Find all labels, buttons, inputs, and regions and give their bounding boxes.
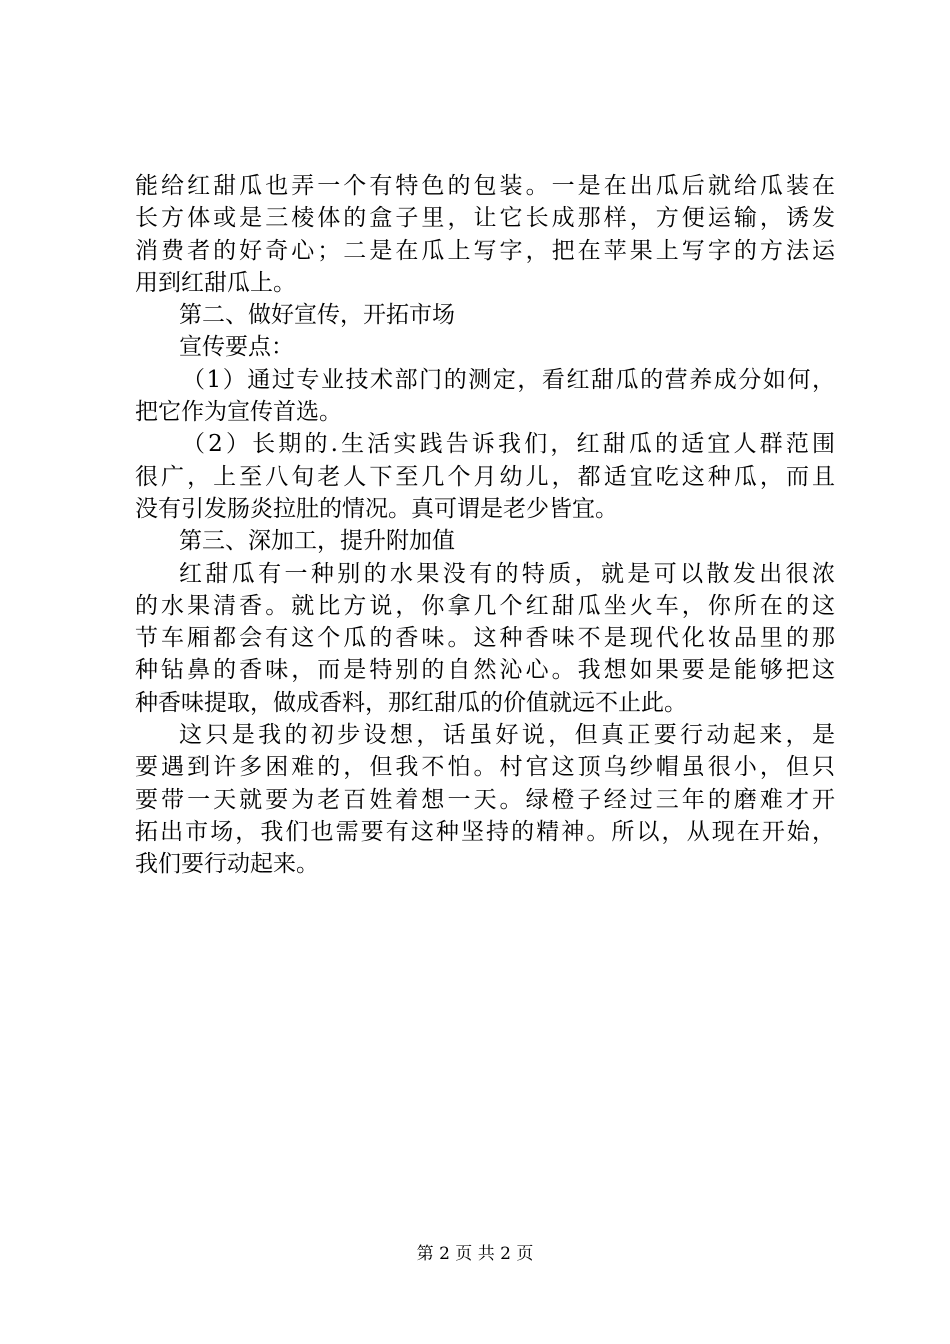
paragraph-line: 节车厢都会有这个瓜的香味。这种香味不是现代化妆品里的那: [135, 625, 835, 652]
paragraph-line: 这只是我的初步设想，话虽好说，但真正要行动起来，是: [179, 722, 835, 749]
section-heading: 第二、做好宣传，开拓市场: [179, 302, 455, 329]
list-item-line: （2）长期的.生活实践告诉我们，红甜瓜的适宜人群范围: [182, 431, 835, 458]
list-item-line: 没有引发肠炎拉肚的情况。真可谓是老少皆宜。: [135, 495, 618, 522]
paragraph-line: 种香味提取，做成香料，那红甜瓜的价值就远不止此。: [135, 689, 687, 716]
paragraph-line: 能给红甜瓜也弄一个有特色的包装。一是在出瓜后就给瓜装在: [135, 173, 835, 199]
paragraph-line: 长方体或是三棱体的盒子里，让它长成那样，方便运输，诱发: [135, 205, 835, 232]
document-body: [135, 170, 835, 881]
paragraph-line: 红甜瓜有一种别的水果没有的特质，就是可以散发出很浓: [179, 560, 835, 587]
paragraph-line: 消费者的好奇心；二是在瓜上写字，把在苹果上写字的方法运: [135, 237, 835, 264]
section-heading: 第三、深加工，提升附加值: [179, 528, 455, 555]
paragraph-line: 用到红甜瓜上。: [135, 269, 296, 296]
paragraph-line: 种钻鼻的香味，而是特别的自然沁心。我想如果要是能够把这: [135, 657, 835, 684]
list-item-line: 把它作为宣传首选。: [135, 399, 342, 426]
list-item-line: 很广，上至八旬老人下至几个月幼儿，都适宜吃这种瓜，而且: [135, 463, 835, 490]
paragraph-line: 要遇到许多困难的，但我不怕。村官这顶乌纱帽虽很小，但只: [135, 754, 835, 781]
page-number-footer: 第 2 页 共 2 页: [416, 1244, 534, 1264]
paragraph-line: 要带一天就要为老百姓着想一天。绿橙子经过三年的磨难才开: [135, 786, 835, 813]
paragraph-line: 的水果清香。就比方说，你拿几个红甜瓜坐火车，你所在的这: [135, 592, 835, 619]
paragraph-line: 拓出市场，我们也需要有这种坚持的精神。所以，从现在开始，: [135, 818, 835, 845]
paragraph-line: 我们要行动起来。: [135, 851, 319, 878]
list-item-line: （1）通过专业技术部门的测定，看红甜瓜的营养成分如何，: [182, 366, 835, 393]
subheading: 宣传要点：: [179, 334, 294, 361]
